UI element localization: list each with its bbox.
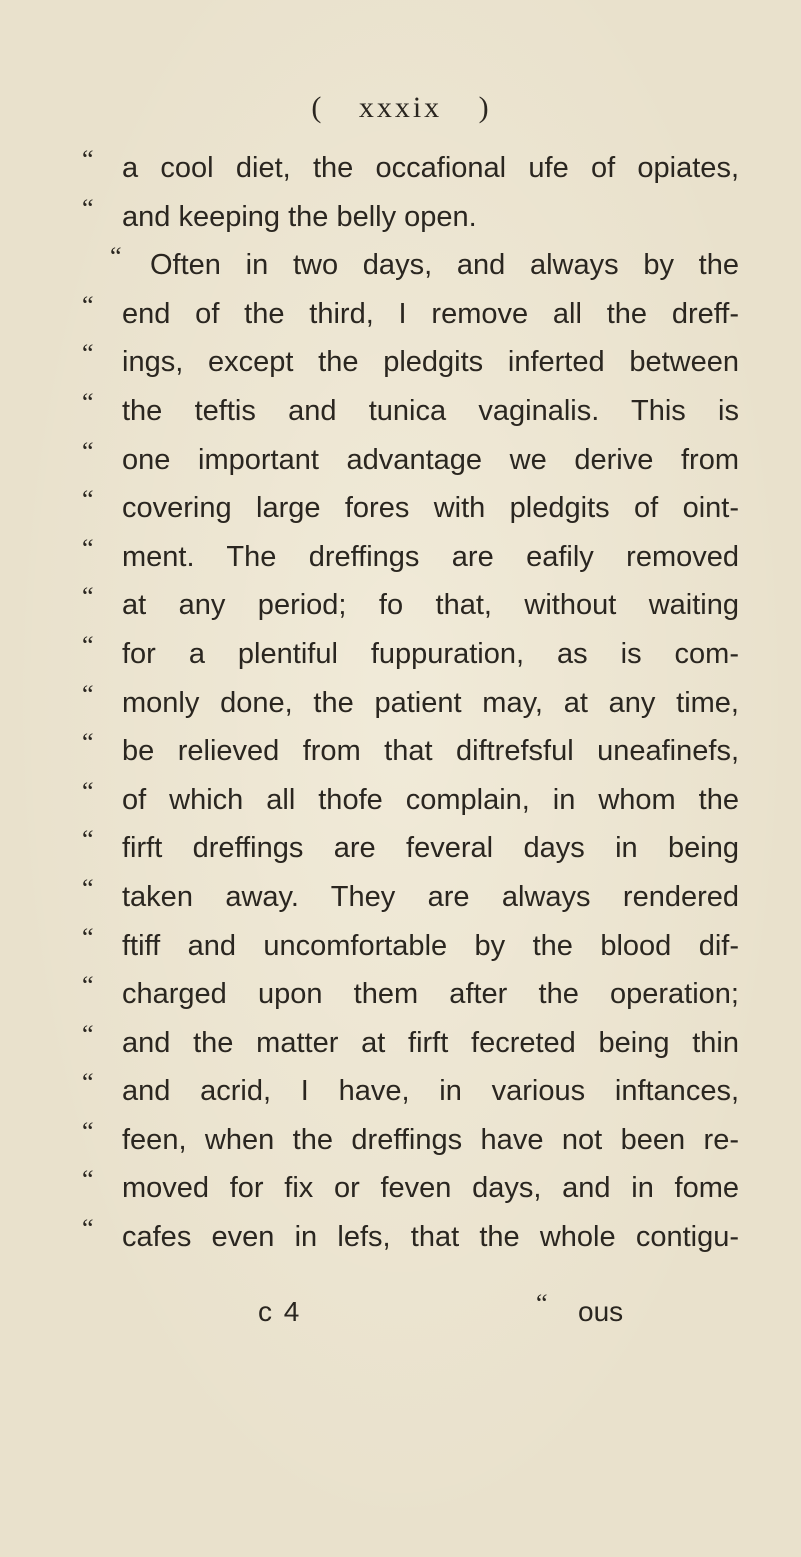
line-text: a cool diet, the occafional ufe of opiates, <box>122 152 739 184</box>
line-text: one important advantage we derive from <box>122 443 739 476</box>
quote-mark: “ <box>82 776 94 806</box>
quote-mark: “ <box>82 1116 94 1146</box>
line-text: Often in two days, and always by the <box>150 249 739 282</box>
quote-mark: “ <box>82 533 94 563</box>
catchword-quote-mark: “ <box>536 1289 548 1318</box>
quote-mark: “ <box>82 1019 94 1049</box>
catchword: ous <box>578 1296 624 1327</box>
line-text: charged upon them after the operation; <box>122 978 739 1011</box>
body-text <box>0 144 801 1262</box>
line-text: at any period; fo that, without waiting <box>122 589 739 622</box>
line-text: and acrid, I have, in various inftances, <box>122 1075 739 1108</box>
quote-mark: “ <box>82 436 94 466</box>
line-text: moved for fix or feven days, and in fome <box>122 1172 739 1205</box>
text-line <box>0 727 801 776</box>
quote-mark: “ <box>110 242 122 272</box>
text-line <box>0 970 801 1019</box>
line-text: the teftis and tunica vaginalis. This is <box>122 394 739 427</box>
line-text: cafes even in lefs, that the whole contigu- <box>122 1221 739 1254</box>
line-text: be relieved from that diftrefsful uneafinefs, <box>122 735 739 768</box>
running-head <box>0 88 801 128</box>
text-line <box>0 630 801 679</box>
quote-mark: “ <box>82 630 94 660</box>
line-text: end of the third, I remove all the dreff- <box>122 297 739 330</box>
text-line <box>0 873 801 922</box>
quote-mark: “ <box>82 922 94 952</box>
line-text: ftiff and uncomfortable by the blood dif- <box>122 929 739 962</box>
running-head-open-paren: ( <box>311 91 323 124</box>
page-number: xxxix <box>358 91 443 124</box>
quote-mark: “ <box>82 1214 94 1244</box>
quote-mark: “ <box>82 339 94 369</box>
text-line <box>0 290 801 339</box>
text-line <box>0 922 801 971</box>
quote-mark: “ <box>82 485 94 515</box>
text-line <box>0 1019 801 1068</box>
text-line <box>0 824 801 873</box>
line-text: covering large fores with pledgits of oint- <box>122 492 739 525</box>
text-line <box>0 436 801 485</box>
quote-mark: “ <box>82 873 94 903</box>
signature-mark: c 4 <box>258 1296 302 1327</box>
text-line <box>0 1164 801 1213</box>
text-line <box>0 533 801 582</box>
quote-mark: “ <box>82 145 94 174</box>
page-footer <box>0 1288 801 1336</box>
running-head-close-paren: ) <box>478 91 490 124</box>
quote-mark: “ <box>82 728 94 758</box>
line-text: feen, when the dreffings have not been re- <box>122 1123 739 1156</box>
quote-mark: “ <box>82 1165 94 1195</box>
quote-mark: “ <box>82 971 94 1001</box>
quote-mark: “ <box>82 825 94 855</box>
text-line <box>0 679 801 728</box>
line-text: monly done, the patient may, at any time, <box>122 686 739 719</box>
line-text: of which all thofe complain, in whom the <box>122 783 739 816</box>
text-line <box>0 1116 801 1165</box>
quote-mark: “ <box>82 679 94 709</box>
text-line <box>0 338 801 387</box>
text-line <box>0 241 801 290</box>
text-line <box>0 484 801 533</box>
text-line <box>0 1067 801 1116</box>
quote-mark: “ <box>82 582 94 612</box>
line-text: and the matter at firft fecreted being thin <box>122 1026 739 1059</box>
quote-mark: “ <box>82 387 94 417</box>
quote-mark: “ <box>82 1068 94 1098</box>
line-text: for a plentiful fuppuration, as is com- <box>122 637 739 670</box>
text-line <box>0 144 801 193</box>
text-line <box>0 1213 801 1262</box>
line-text: taken away. They are always rendered <box>122 880 739 913</box>
text-line <box>0 387 801 436</box>
line-text: firft dreffings are feveral days in being <box>122 832 739 865</box>
line-text: ment. The dreffings are eafily removed <box>122 540 739 573</box>
quote-mark: “ <box>82 193 94 223</box>
line-text: ings, except the pledgits inferted between <box>122 346 739 379</box>
quote-mark: “ <box>82 290 94 320</box>
text-line <box>0 581 801 630</box>
text-line <box>0 776 801 825</box>
line-text: and keeping the belly open. <box>122 200 477 233</box>
